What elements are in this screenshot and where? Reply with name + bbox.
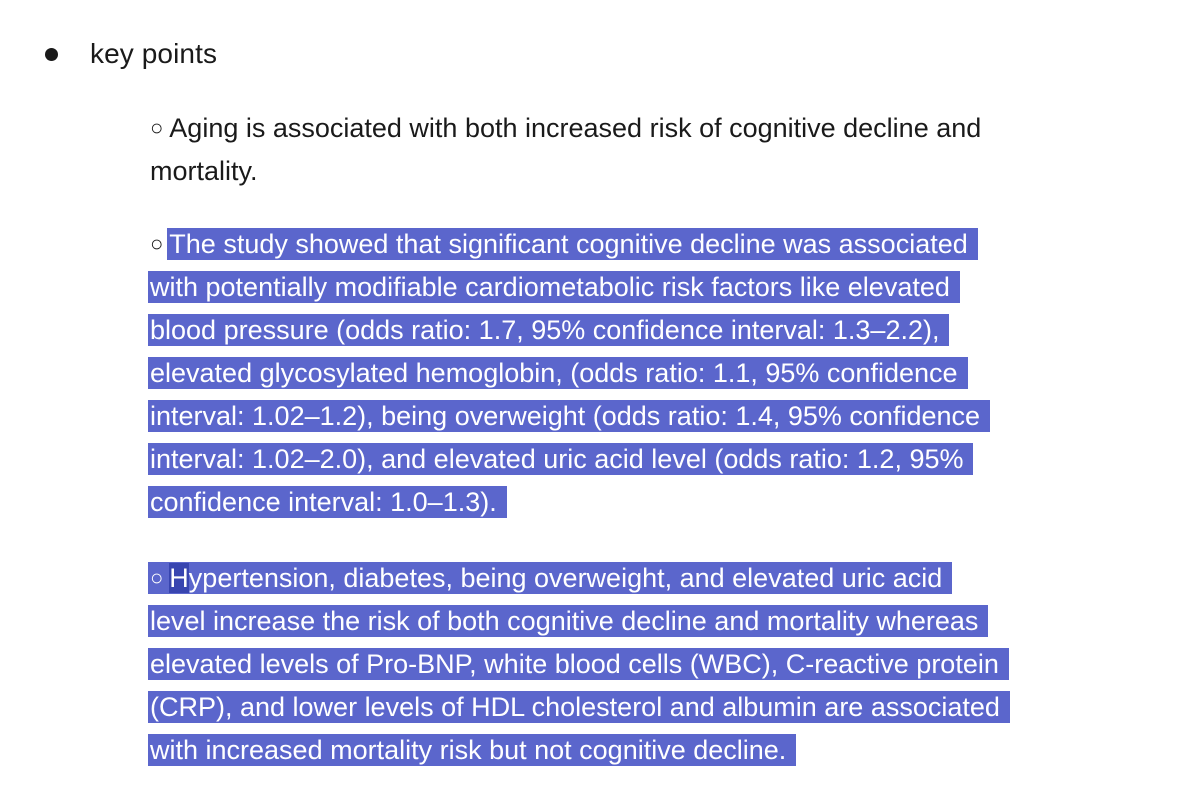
text-line (150, 686, 1010, 729)
text-line (150, 600, 1010, 643)
key-point-risk-factors[interactable] (150, 557, 1010, 772)
text-line (150, 643, 1010, 686)
text-caret: H (169, 563, 189, 593)
selected-text[interactable]: confidence interval: 1.0–1.3). (148, 486, 507, 518)
text-line (150, 395, 990, 438)
text-line (150, 223, 990, 266)
text-line (150, 309, 990, 352)
hollow-bullet-icon: ○ (150, 231, 164, 256)
key-point-study-findings[interactable] (150, 223, 990, 524)
key-point-aging[interactable] (150, 107, 981, 193)
bullet-icon (45, 48, 58, 61)
selected-text[interactable]: interval: 1.02–2.0), and elevated uric acid level (odds ratio: 1.2, 95% (148, 443, 973, 475)
selected-text[interactable]: The study showed that significant cognitive decline was associated (167, 228, 977, 260)
hollow-bullet-icon: ○ (150, 565, 164, 590)
text-line (150, 352, 990, 395)
selected-text[interactable]: level increase the risk of both cognitive decline and mortality whereas (148, 605, 988, 637)
key-points-heading: key points (90, 38, 218, 69)
hollow-bullet-icon: ○ (150, 115, 164, 140)
text-line (150, 557, 1010, 600)
text-segment: mortality. (150, 156, 258, 186)
selected-text[interactable]: elevated levels of Pro-BNP, white blood cells (WBC), C-reactive protein (148, 648, 1009, 680)
key-points-list-item (40, 30, 217, 78)
text-segment: Aging is associated with both increased risk of cognitive decline and (169, 113, 982, 143)
selected-text[interactable]: with increased mortality risk but not cognitive decline. (148, 734, 796, 766)
text-line (150, 266, 990, 309)
text-line (150, 107, 981, 150)
text-line (150, 150, 981, 193)
text-segment: ypertension, diabetes, being overweight, and elevated uric acid (188, 563, 943, 593)
text-line (150, 481, 990, 524)
selected-text[interactable]: with potentially modifiable cardiometabolic risk factors like elevated (148, 271, 960, 303)
selected-text[interactable]: interval: 1.02–1.2), being overweight (odds ratio: 1.4, 95% confidence (148, 400, 990, 432)
selected-text[interactable]: blood pressure (odds ratio: 1.7, 95% confidence interval: 1.3–2.2), (148, 314, 949, 346)
selected-text[interactable]: (CRP), and lower levels of HDL cholesterol and albumin are associated (148, 691, 1010, 723)
selected-text[interactable]: elevated glycosylated hemoglobin, (odds ratio: 1.1, 95% confidence (148, 357, 968, 389)
text-line (150, 438, 990, 481)
selected-text[interactable] (148, 562, 952, 594)
text-line (150, 729, 1010, 772)
